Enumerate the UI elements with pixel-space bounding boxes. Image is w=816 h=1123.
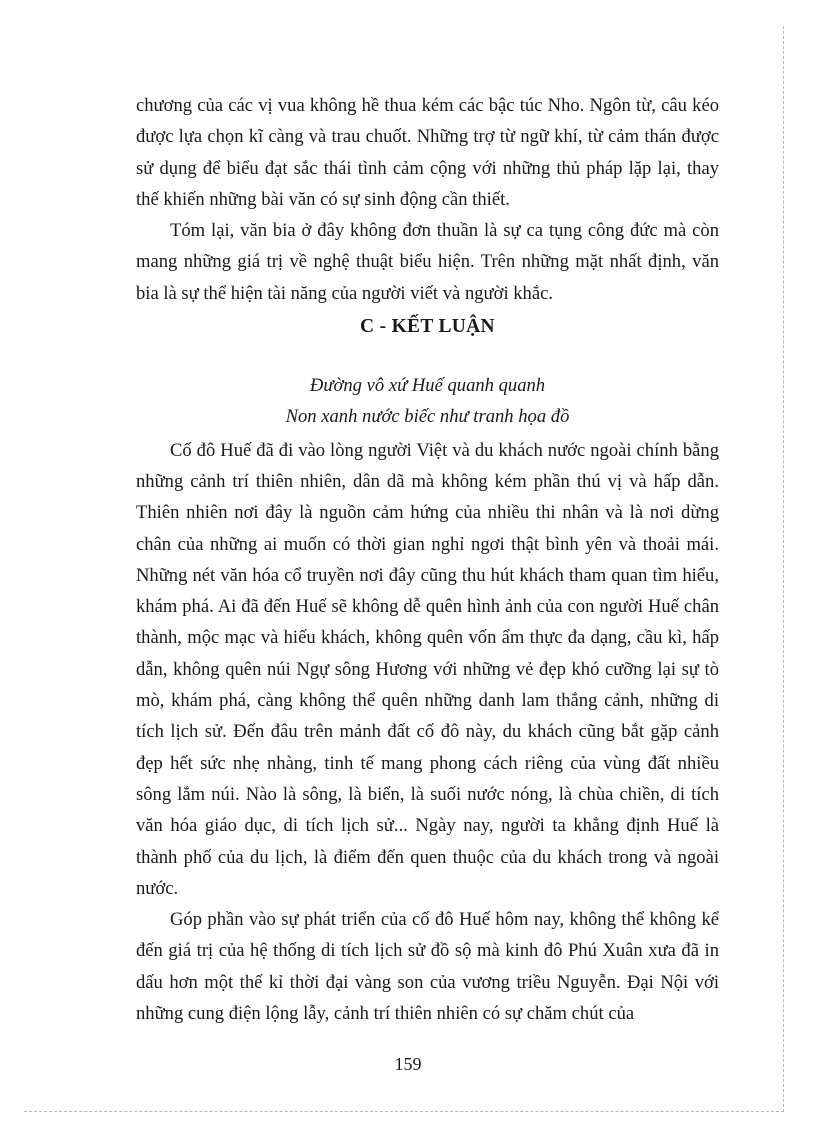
poem-line: Đường vô xứ Huế quanh quanh	[309, 375, 546, 397]
page-content	[136, 90, 719, 1029]
poem-epigraph	[136, 370, 719, 433]
paragraph-summary: Tóm lại, văn bia ở đây không đơn thuần là sự ca tụng công đức mà còn mang những giá trị về nghệ thuật biểu hiện. Trên những mặt nhất định, văn bia là sự thể hiện tài năng của người viết và người khắc.	[136, 220, 719, 304]
page-number: 159	[394, 1054, 422, 1074]
paragraph-continuation: chương của các vị vua không hề thua kém các bậc túc Nho. Ngôn từ, câu kéo được lựa chọn kĩ càng và trau chuốt. Những trợ từ ngữ khí, từ cảm thán được sử dụng để biểu đạt sắc thái tình cảm cộng với những thủ pháp lặp lại, thay thế khiến những bài văn có sự sinh động cần thiết.	[136, 95, 719, 210]
paragraph-hue-heritage: Góp phần vào sự phát triển của cố đô Huế hôm nay, không thể không kể đến giá trị của hệ thống di tích lịch sử đồ sộ mà kinh đô Phú Xuân xưa đã in dấu hơn một thế kỉ thời đại vàng son của vương triều Nguyễn. Đại Nội với những cung điện lộng lẫy, cảnh trí thiên nhiên có sự chăm chút của	[136, 909, 719, 1025]
section-heading: C - KẾT LUẬN	[360, 316, 495, 338]
poem-line: Non xanh nước biếc như tranh họa đồ	[285, 406, 570, 428]
paragraph-hue-intro: Cố đô Huế đã đi vào lòng người Việt và du khách nước ngoài chính bằng những cảnh trí thiên nhiên, dân dã mà không kém phần thú vị và hấp dẫn. Thiên nhiên nơi đây là nguồn cảm hứng của nhiều thi nhân và là nơi dừng chân của những ai muốn có thời gian nghỉ ngơi thật bình yên và thoải mái. Những nét văn hóa cổ truyền nơi đây cũng thu hút khách tham quan tìm hiểu, khám phá. Ai đã đến Huế sẽ không dễ quên hình ảnh của con người Huế chân thành, mộc mạc và hiếu khách, không quên vốn ẩm thực đa dạng, cầu kì, hấp dẫn, không quên núi Ngự sông Hương với những vẻ đẹp khó cưỡng lại sự tò mò, khám phá, càng không thể quên những danh lam thắng cảnh, những di tích lịch sử. Đến đâu trên mảnh đất cố đô này, du khách cũng bắt gặp cảnh đẹp hết sức nhẹ nhàng, tinh tế mang phong cách riêng của vùng đất nhiều sông lắm núi. Nào là sông, là biển, là suối nước nóng, là chùa chiền, di tích văn hóa giáo dục, di tích lịch sử... Ngày nay, người ta khẳng định Huế là thành phố của du lịch, là điểm đến quen thuộc của du khách trong và ngoài nước.	[136, 439, 719, 899]
